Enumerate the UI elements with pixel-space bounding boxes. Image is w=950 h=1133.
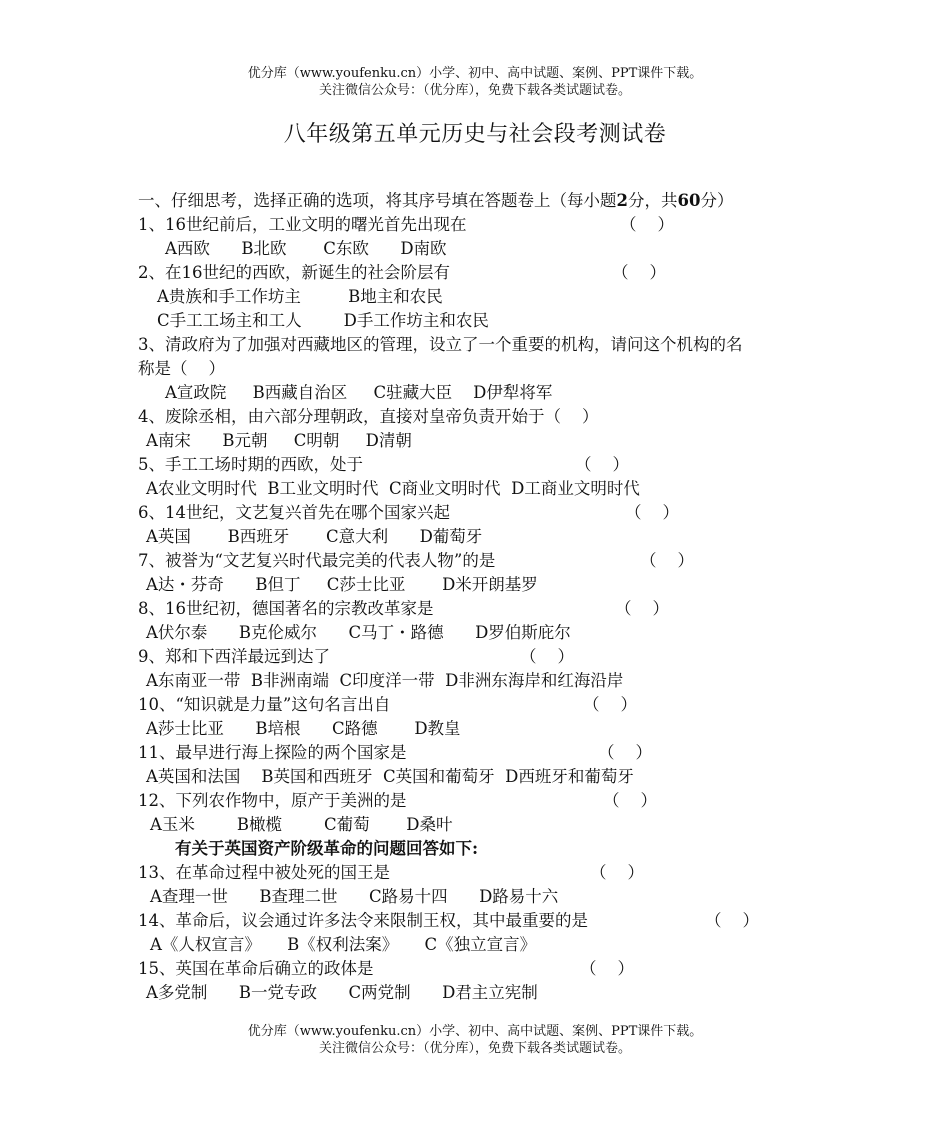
answer-blank-8[interactable]: （ ） xyxy=(615,599,669,618)
answer-blank-1[interactable]: （ ） xyxy=(620,215,674,234)
answer-blank-15[interactable]: （ ） xyxy=(580,959,634,978)
question-2: 2、在16世纪的西欧，新诞生的社会阶层有 xyxy=(138,263,450,282)
question-14: 14、革命后，议会通过许多法令来限制王权，其中最重要的是 xyxy=(138,911,588,930)
header-line-2: 关注微信公众号：（优分库），免费下载各类试题试卷。 xyxy=(318,83,631,98)
question-11: 11、最早进行海上探险的两个国家是 xyxy=(138,743,407,762)
options-11: A英国和法国 B英国和西班牙 C英国和葡萄牙 D西班牙和葡萄牙 xyxy=(146,767,634,786)
question-13: 13、在革命过程中被处死的国王是 xyxy=(138,863,390,882)
question-6: 6、14世纪，文艺复兴首先在哪个国家兴起 xyxy=(138,503,450,522)
question-7: 7、被誉为“文艺复兴时代最完美的代表人物”的是 xyxy=(138,551,496,570)
answer-blank-12[interactable]: （ ） xyxy=(603,791,657,810)
answer-blank-9[interactable]: （ ） xyxy=(520,647,574,666)
options-5: A农业文明时代 B工业文明时代 C商业文明时代 D工商业文明时代 xyxy=(146,479,640,498)
options-3: A宣政院 B西藏自治区 C驻藏大臣 D伊犁将军 xyxy=(165,383,553,402)
options-13: A查理一世 B查理二世 C路易十四 D路易十六 xyxy=(150,887,559,906)
options-10: A莎士比亚 B培根 C路德 D教皇 xyxy=(146,719,461,738)
page-header xyxy=(0,65,950,99)
subsection-heading: 有关于英国资产阶级革命的问题回答如下: xyxy=(175,839,479,858)
page-title: 八年级第五单元历史与社会段考测试卷 xyxy=(283,122,667,147)
question-9: 9、郑和下西洋最远到达了 xyxy=(138,647,330,666)
footer-line-1: 优分库（www.youfenku.cn）小学、初中、高中试题、案例、PPT课件下载。 xyxy=(247,1024,703,1039)
options-8: A伏尔泰 B克伦威尔 C马丁・路德 D罗伯斯庇尔 xyxy=(146,623,571,642)
question-1: 1、16世纪前后，工业文明的曙光首先出现在 xyxy=(138,215,467,234)
answer-blank-13[interactable]: （ ） xyxy=(590,863,644,882)
options-7: A达・芬奇 B但丁 C莎士比亚 D米开朗基罗 xyxy=(146,575,538,594)
answer-blank-7[interactable]: （ ） xyxy=(640,551,694,570)
header-line-1: 优分库（www.youfenku.cn）小学、初中、高中试题、案例、PPT课件下载。 xyxy=(247,66,703,81)
question-3-cont: 称是（ ） xyxy=(138,359,225,378)
section-instructions: 一、仔细思考，选择正确的选项，将其序号填在答题卷上（每小题2分，共60分） xyxy=(138,191,734,210)
question-10: 10、“知识就是力量”这句名言出自 xyxy=(138,695,391,714)
options-15: A多党制 B一党专政 C两党制 D君主立宪制 xyxy=(146,983,538,1002)
answer-blank-2[interactable]: （ ） xyxy=(612,263,666,282)
answer-blank-10[interactable]: （ ） xyxy=(583,695,637,714)
options-14: A《人权宣言》 B《权利法案》 C《独立宣言》 xyxy=(150,935,537,954)
answer-blank-5[interactable]: （ ） xyxy=(575,455,629,474)
question-15: 15、英国在革命后确立的政体是 xyxy=(138,959,374,978)
options-9: A东南亚一带 B非洲南端 C印度洋一带 D非洲东海岸和红海沿岸 xyxy=(146,671,624,690)
answer-blank-6[interactable]: （ ） xyxy=(625,503,679,522)
options-4: A南宋 B元朝 C明朝 D清朝 xyxy=(146,431,412,450)
question-8: 8、16世纪初，德国著名的宗教改革家是 xyxy=(138,599,434,618)
question-12: 12、下列农作物中，原产于美洲的是 xyxy=(138,791,407,810)
options-1: A西欧 B北欧 C东欧 D南欧 xyxy=(165,239,447,258)
options-12: A玉米 B橄榄 C葡萄 D桑叶 xyxy=(150,815,453,834)
options-2a: A贵族和手工作坊主 B地主和农民 xyxy=(157,287,443,306)
question-4: 4、废除丞相，由六部分理朝政，直接对皇帝负责开始于（ ） xyxy=(138,407,599,426)
answer-blank-11[interactable]: （ ） xyxy=(598,743,652,762)
page-footer xyxy=(0,1023,950,1057)
question-5: 5、手工工场时期的西欧，处于 xyxy=(138,455,363,474)
answer-blank-14[interactable]: （ ） xyxy=(705,911,759,930)
question-3: 3、清政府为了加强对西藏地区的管理，设立了一个重要的机构，请问这个机构的名 xyxy=(138,335,743,354)
footer-line-2: 关注微信公众号：（优分库），免费下载各类试题试卷。 xyxy=(318,1041,631,1056)
options-6: A英国 B西班牙 C意大利 D葡萄牙 xyxy=(146,527,483,546)
options-2b: C手工工场主和工人 D手工作坊主和农民 xyxy=(157,311,489,330)
